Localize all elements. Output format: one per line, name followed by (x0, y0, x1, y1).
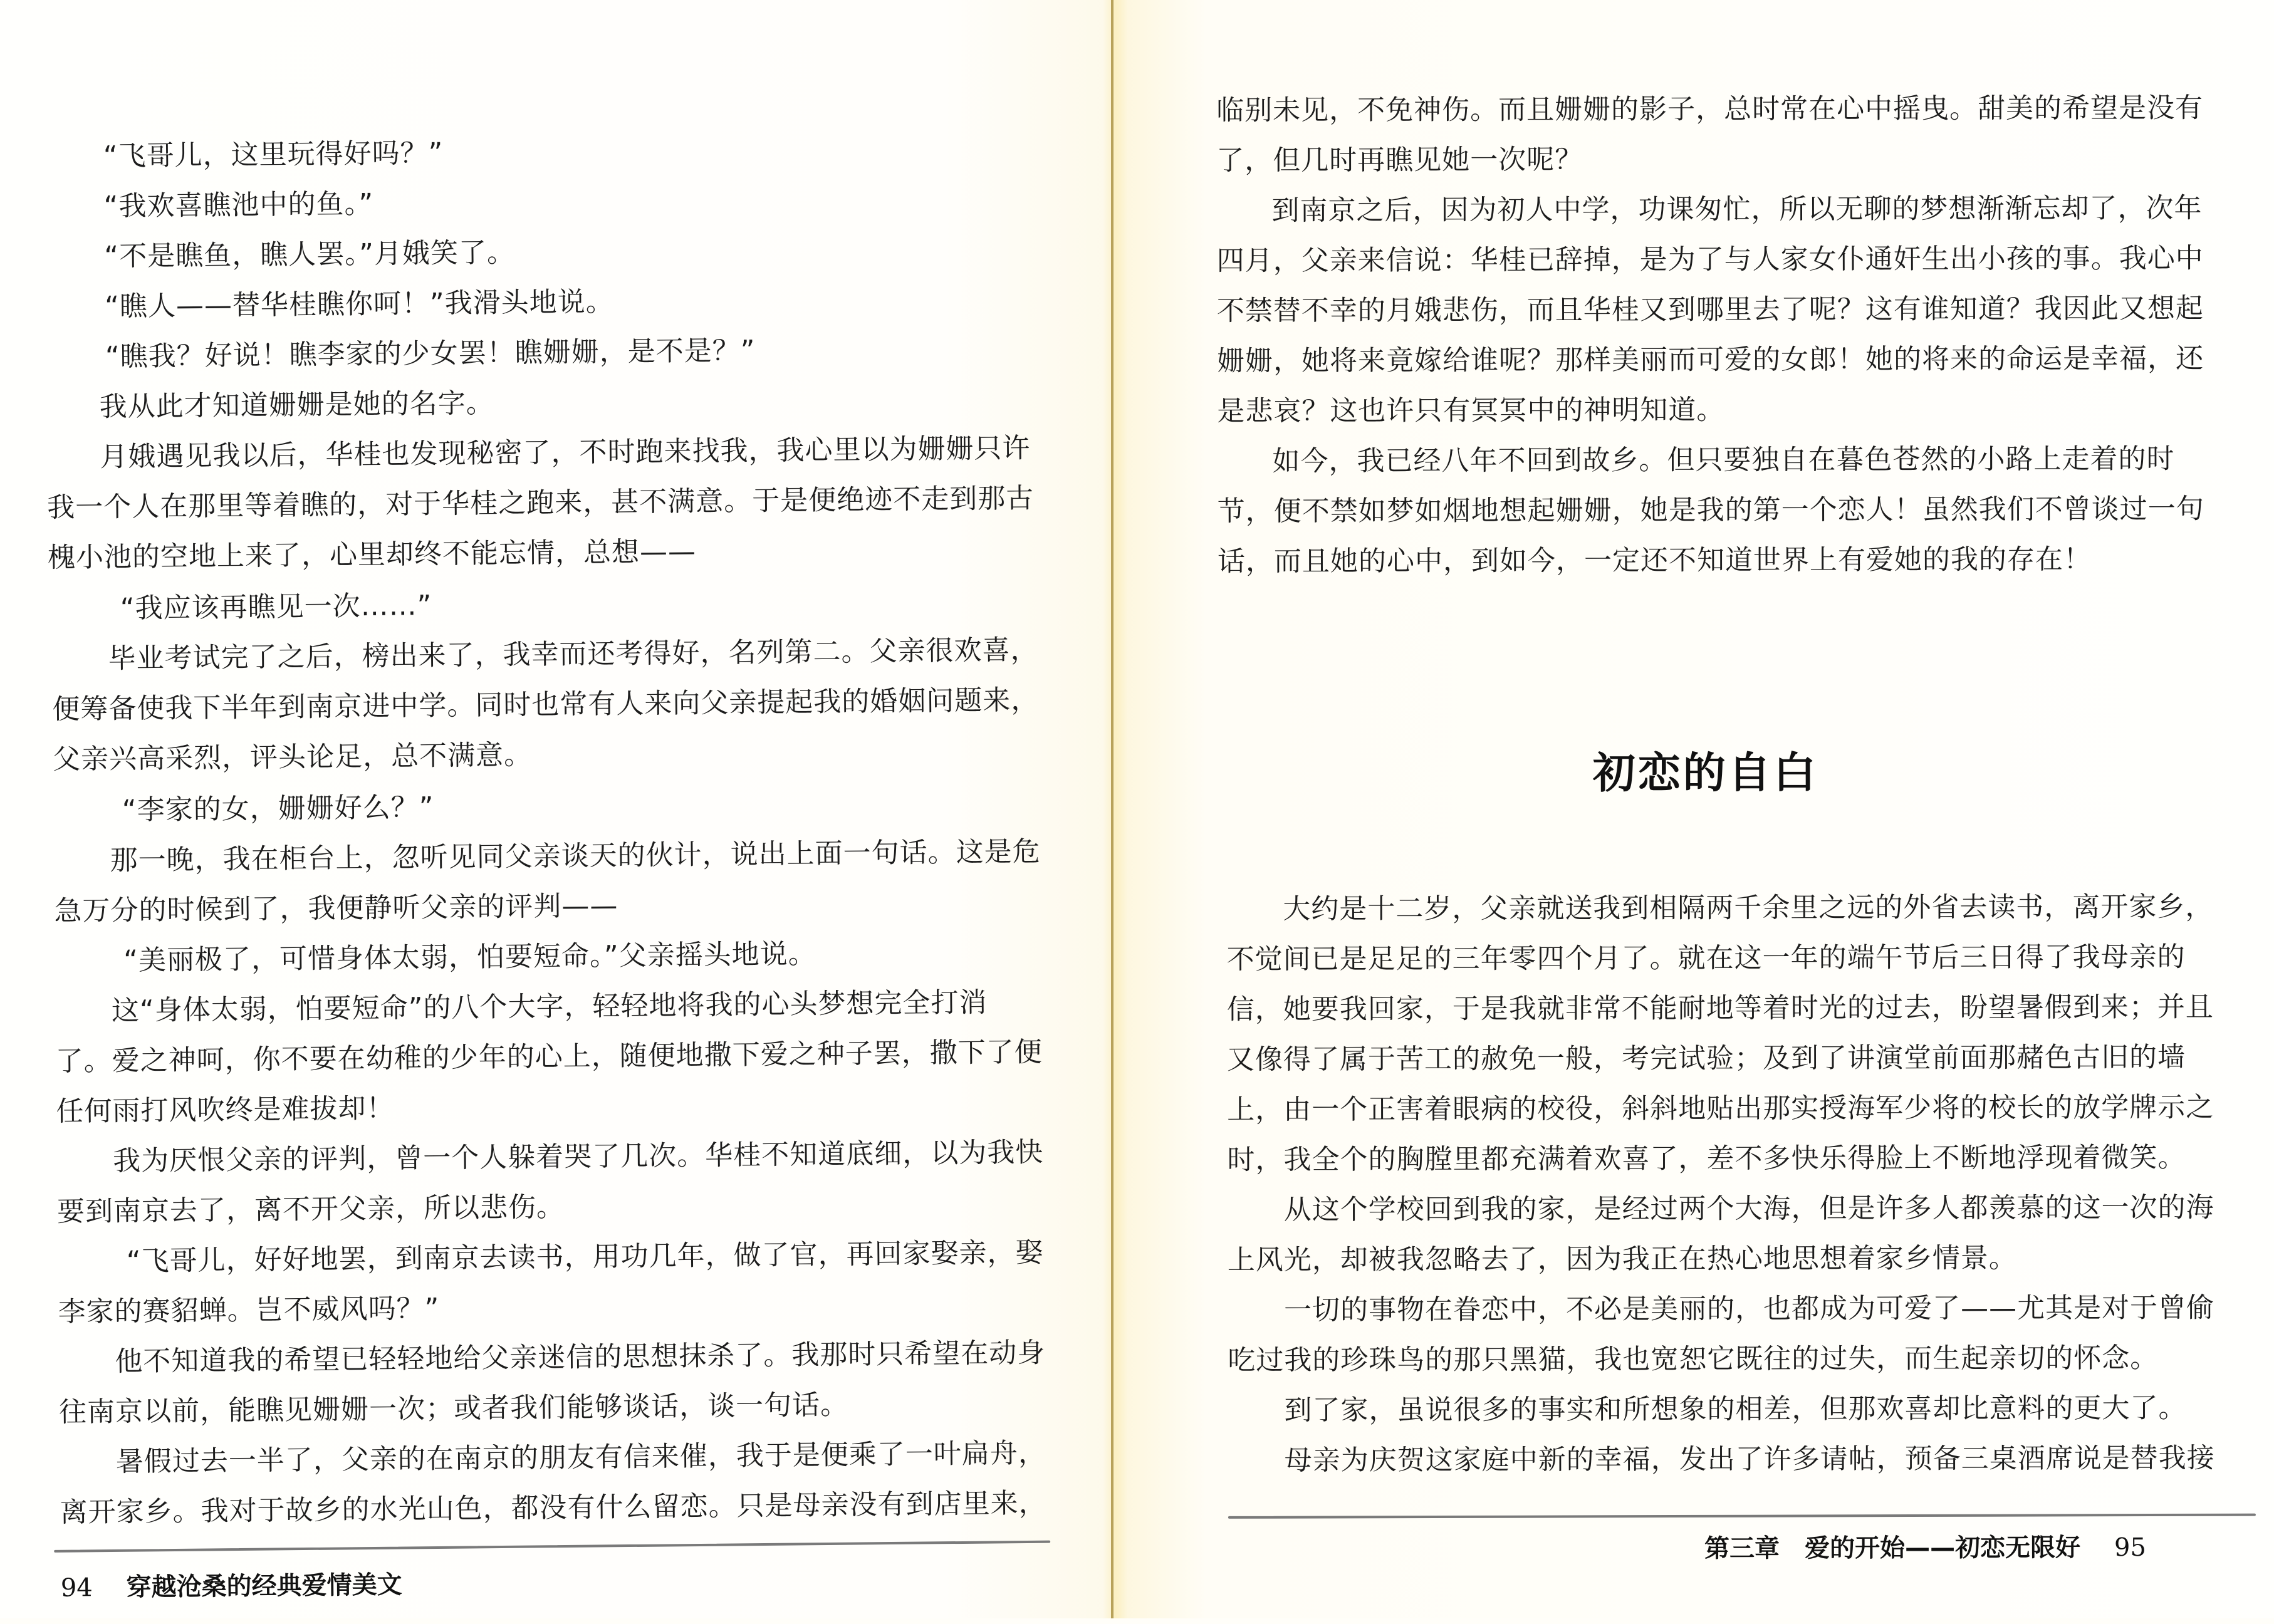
text-line: 一切的事物在眷恋中，不必是美丽的，也都成为可爱了——尤其是对于曾偷 (1284, 1291, 2215, 1326)
book-title: 穿越沧桑的经典爱情美文 (126, 1570, 402, 1602)
text-line: 从这个学校回到我的家，是经过两个大海，但是许多人都羡慕的这一次的海 (1283, 1191, 2214, 1226)
text-line: 临别未见，不免神伤。而且姗姗的影子，总时常在心中摇曳。甜美的希望是没有 (1216, 91, 2204, 127)
text-line: 不觉间已是足足的三年零四个月了。就在这一年的端午节后三日得了我母亲的 (1226, 940, 2186, 976)
text-line: “瞧人——替华桂瞧你呵！”我滑头地说。 (104, 286, 614, 323)
text-line: 母亲为庆贺这家庭中新的幸福，发出了许多请帖，预备三桌酒席说是替我接 (1284, 1442, 2215, 1477)
right-page-body (1112, 0, 2274, 1620)
text-line: 大约是十二岁，父亲就送我到相隔两千余里之远的外省去读书，离开家乡， (1283, 890, 2214, 925)
text-line: 我从此才知道姗姗是她的名字。 (99, 387, 494, 424)
text-line: 是悲哀？这也许只有冥冥中的神明知道。 (1217, 393, 1725, 427)
text-line: 到了家，虽说很多的事实和所想象的相差，但那欢喜却比意料的更大了。 (1284, 1392, 2187, 1427)
text-line: “美丽极了，可惜身体太弱，怕要短命。”父亲摇头地说。 (123, 938, 816, 977)
text-line: 到南京之后，因为初人中学，功课匆忙，所以无聊的梦想渐渐忘却了，次年 (1271, 192, 2203, 227)
text-line: 如今，我已经八年不回到故乡。但只要独自在暮色苍然的小路上走着的时 (1272, 442, 2175, 477)
page-number: 95 (2114, 1533, 2146, 1563)
text-line: “不是瞧鱼，瞧人罢。”月娥笑了。 (104, 236, 516, 273)
section-title: 初恋的自白 (1592, 747, 1818, 799)
text-line: 急万分的时候到了，我便静听父亲的评判—— (54, 890, 618, 927)
text-line: “李家的女，姗姗好么？” (122, 791, 434, 826)
text-line: “瞧我？好说！瞧李家的少女罢！瞧姗姗，是不是？” (105, 335, 756, 373)
right-page-footer (1704, 1528, 2146, 1564)
text-line: 又像得了属于苦工的赦免一般，考完试验；及到了讲演堂前面那赭色古旧的墙 (1226, 1041, 2186, 1076)
text-line: 便筹备使我下半年到南京进中学。同时也常有人来向父亲提起我的婚姻问题来， (52, 684, 1040, 726)
text-line: “飞哥儿，这里玩得好吗？” (103, 137, 444, 173)
text-line: “我应该再瞧见一次……” (120, 590, 432, 625)
text-line: 他不知道我的希望已轻轻地给父亲迷信的思想抹杀了。我那时只希望在动身 (115, 1336, 1046, 1378)
text-line: “我欢喜瞧池中的鱼。” (103, 187, 374, 223)
text-line: 毕业考试完了之后，榜出来了，我幸而还考得好，名列第二。父亲很欢喜， (108, 633, 1039, 675)
text-line: 要到南京去了，离不开父亲，所以悲伤。 (56, 1191, 565, 1228)
text-line: 信，她要我回家，于是我就非常不能耐地等着时光的过去，盼望暑假到来；并且 (1226, 991, 2214, 1026)
text-line: 吃过我的珍珠鸟的那只黑猫，我也宽恕它既往的过失，而生起亲切的怀念。 (1228, 1341, 2159, 1377)
footer-rule (54, 1541, 1050, 1553)
text-line: 不禁替不幸的月娥悲伤，而且华桂又到哪里去了呢？这有谁知道？我因此又想起 (1216, 292, 2204, 327)
text-line: 槐小池的空地上来了，心里却终不能忘情，总想—— (47, 535, 697, 574)
text-line: 了。爱之神呵，你不要在幼稚的少年的心上，随便地撒下爱之种子罢，撒下了便 (55, 1036, 1043, 1078)
text-line: 父亲兴高采烈，评头论足，总不满意。 (52, 739, 533, 776)
left-page-footer (61, 1565, 402, 1604)
text-line: 任何雨打风吹终是难拔却！ (56, 1092, 395, 1128)
text-line: 了，但几时再瞧见她一次呢？ (1216, 143, 1583, 177)
page-number: 94 (60, 1573, 93, 1603)
text-line: 我为厌恨父亲的评判，曾一个人躲着哭了几次。华桂不知道底细，以为我快 (113, 1136, 1044, 1177)
text-line: 姗姗，她将来竟嫁给谁呢？那样美丽而可爱的女郎！她的将来的命运是幸福，还 (1217, 342, 2204, 377)
text-line: 话，而且她的心中，到如今，一定还不知道世界上有爱她的我的存在！ (1217, 543, 2092, 578)
text-line: “飞哥儿，好好地罢，到南京去读书，用功几年，做了官，再回家娶亲，娶 (126, 1236, 1044, 1278)
text-line: 暑假过去一半了，父亲的在南京的朋友有信来催，我于是便乘了一叶扁舟， (115, 1437, 1047, 1478)
text-line: 离开家乡。我对于故乡的水光山色，都没有什么留恋。只是母亲没有到店里来， (60, 1487, 1047, 1529)
text-line: 那一晚，我在柜台上，忽听见同父亲谈天的伙计，说出上面一句话。这是危 (110, 835, 1041, 877)
text-line: 我一个人在那里等着瞧的，对于华桂之跑来，甚不满意。于是便绝迹不走到那古 (47, 482, 1035, 524)
text-line: 上风光，却被我忽略去了，因为我正在热心地思想着家乡情景。 (1227, 1242, 2017, 1276)
footer-rule (1228, 1514, 2256, 1519)
left-page-body (0, 0, 1120, 1624)
text-line: 时，我全个的胸膛里都充满着欢喜了，差不多快乐得脸上不断地浮现着微笑。 (1227, 1141, 2186, 1176)
text-line: 节，便不禁如梦如烟地想起姗姗，她是我的第一个恋人！虽然我们不曾谈过一句 (1217, 492, 2204, 528)
text-line: 往南京以前，能瞧见姗姗一次；或者我们能够谈话，谈一句话。 (58, 1388, 849, 1429)
text-line: 四月，父亲来信说：华桂已辞掉，是为了与人家女仆通奸生出小孩的事。我心中 (1216, 242, 2204, 277)
text-line: 上，由一个正害着眼病的校役，斜斜地贴出那实授海军少将的校长的放学牌示之 (1227, 1091, 2214, 1126)
text-line: 月娥遇见我以后，华桂也发现秘密了，不时跑来找我，我心里以为姗姗只许 (100, 432, 1031, 474)
text-line: 这“身体太弱，怕要短命”的八个大字，轻轻地将我的心头梦想完全打消 (111, 986, 988, 1027)
text-line: 李家的赛貂蝉。岂不威风吗？” (58, 1292, 440, 1328)
chapter-title: 第三章 爱的开始——初恋无限好 (1704, 1533, 2081, 1563)
